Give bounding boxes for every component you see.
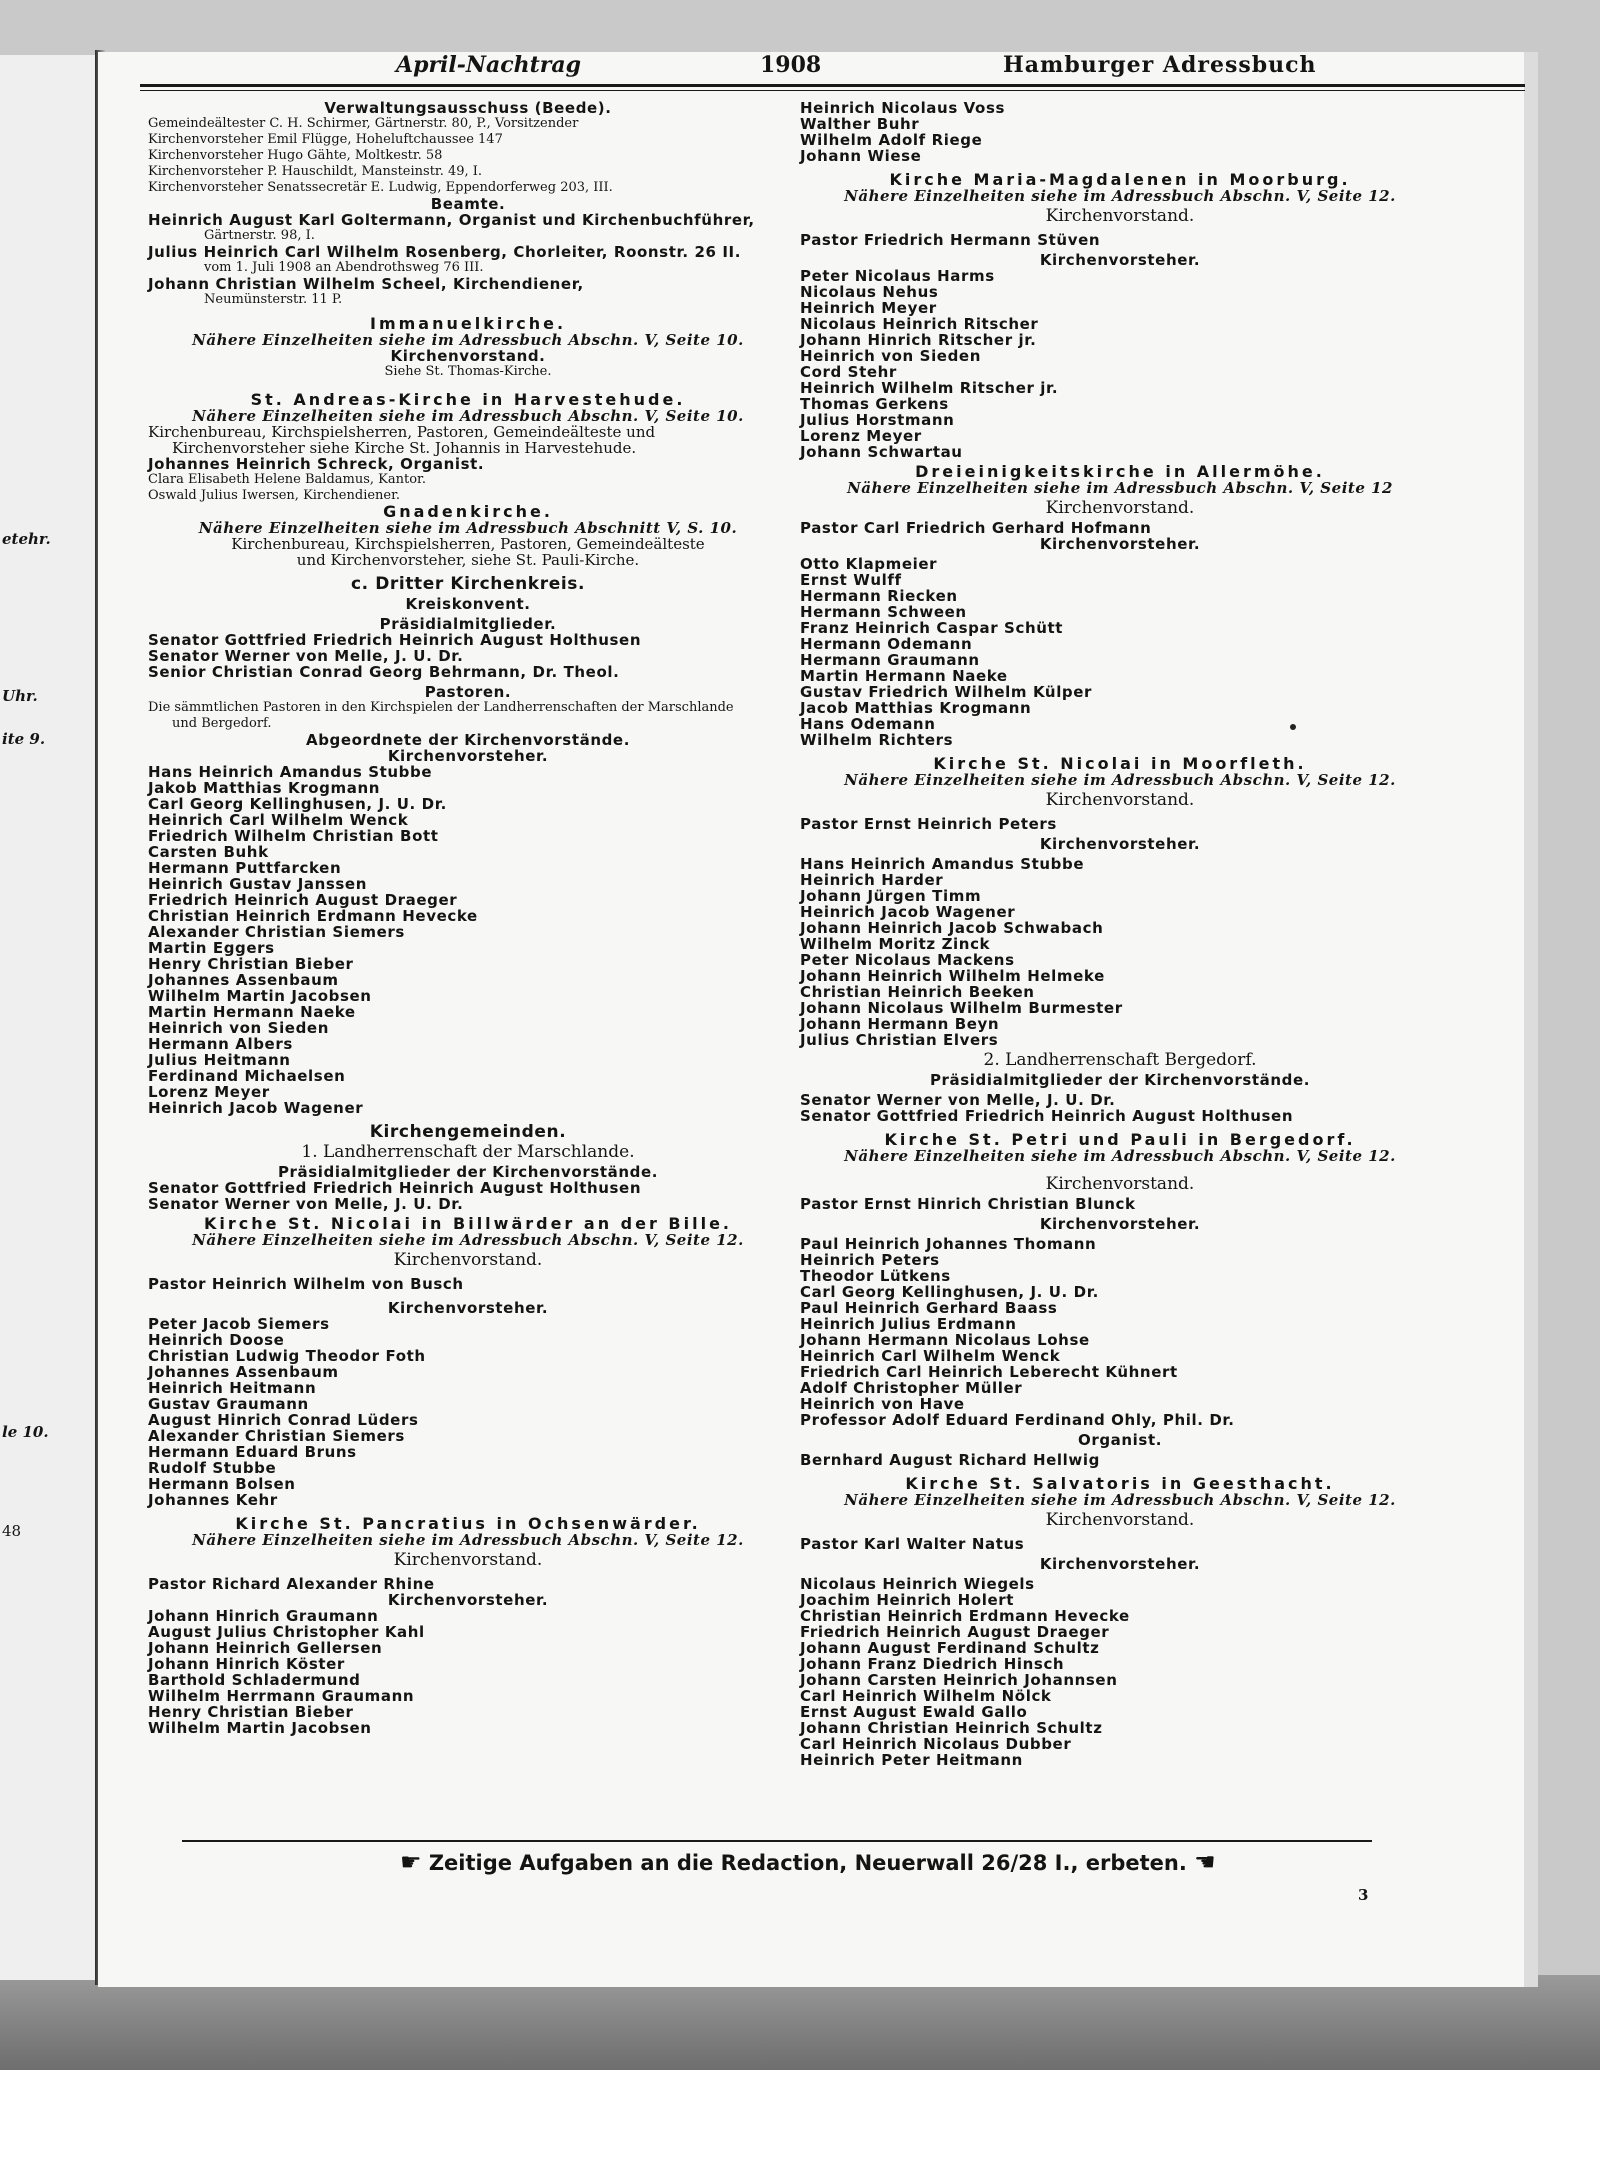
text-line: Kirchenvorsteher Senatssecretär E. Ludwig, Eppendorferweg 203, III. (148, 180, 613, 195)
text-line: Lorenz Meyer (800, 427, 922, 445)
text-line: Adolf Christopher Müller (800, 1379, 1023, 1397)
text-line: Hermann Bolsen (148, 1475, 296, 1493)
text-line: Martin Eggers (148, 939, 275, 957)
text-line: Gärtnerstr. 98, I. (204, 228, 315, 243)
text-line: Johann Hinrich Ritscher jr. (800, 331, 1037, 349)
header-year: 1908 (760, 52, 822, 78)
text-line: Nicolaus Heinrich Wiegels (800, 1575, 1035, 1593)
text-line: Kirchenvorsteher. (387, 1299, 549, 1317)
text-line: Gemeindeältester C. H. Schirmer, Gärtnerstr. 80, P., Vorsitzender (148, 116, 579, 131)
text-line: Senior Christian Conrad Georg Behrmann, Dr. Theol. (148, 663, 620, 681)
text-line: Alexander Christian Siemers (148, 1427, 405, 1445)
text-line: Johann Christian Heinrich Schultz (800, 1719, 1103, 1737)
text-line: Nicolaus Heinrich Ritscher (800, 315, 1039, 333)
text-line: Wilhelm Richters (800, 731, 954, 749)
text-line: Paul Heinrich Gerhard Baass (800, 1299, 1058, 1317)
text-line: Jakob Matthias Krogmann (148, 779, 380, 797)
footer-text: Zeitige Aufgaben an die Redaction, Neuerwall 26/28 I., erbeten. (428, 1851, 1187, 1875)
text-line: Kirchenvorsteher. (387, 747, 549, 765)
text-line: Ernst Wulff (800, 571, 902, 589)
running-header (268, 52, 1548, 80)
text-line: Heinrich von Have (800, 1395, 965, 1413)
edge-fragment: etehr. (2, 530, 51, 548)
text-line: Peter Nicolaus Harms (800, 267, 995, 285)
text-line: Carsten Buhk (148, 843, 269, 861)
text-line: Johannes Assenbaum (148, 1363, 339, 1381)
text-line: Senator Gottfried Friedrich Heinrich August Holthusen (148, 631, 642, 649)
text-line: Nähere Einzelheiten siehe im Adressbuch Abschn. V, Seite 10. (192, 407, 744, 425)
text-line: Peter Nicolaus Mackens (800, 951, 1015, 969)
text-line: Heinrich Julius Erdmann (800, 1315, 1017, 1333)
text-line: Kirchenvorsteher. (1039, 835, 1201, 853)
text-line: Kirchenvorsteher. (1039, 1215, 1201, 1233)
text-line: Joachim Heinrich Holert (800, 1591, 1014, 1609)
text-line: Kirchenvorsteher. (387, 1591, 549, 1609)
text-line: Verwaltungsausschuss (Beede). (324, 99, 612, 117)
text-line: Johann Franz Diedrich Hinsch (800, 1655, 1065, 1673)
text-line: Johann Heinrich Wilhelm Helmeke (800, 967, 1105, 985)
text-line: Hans Heinrich Amandus Stubbe (148, 763, 433, 781)
text-line: Nähere Einzelheiten siehe im Adressbuch Abschn. V, Seite 12. (844, 1491, 1396, 1509)
text-line: Hermann Odemann (800, 635, 973, 653)
text-line: Johannes Kehr (148, 1491, 278, 1509)
text-line: Hermann Riecken (800, 587, 958, 605)
text-line: Pastor Richard Alexander Rhine (148, 1575, 435, 1593)
text-line: und Kirchenvorsteher, siehe St. Pauli-Kirche. (296, 551, 640, 569)
edge-fragment: ite 9. (2, 730, 46, 748)
text-line: Siehe St. Thomas-Kirche. (384, 364, 552, 379)
text-line: Kirche St. Nicolai in Billwärder an der Bille. (203, 1214, 732, 1233)
text-line: Ernst August Ewald Gallo (800, 1703, 1028, 1721)
text-line: Senator Gottfried Friedrich Heinrich August Holthusen (148, 1179, 642, 1197)
text-line: Johannes Assenbaum (148, 971, 339, 989)
text-line: Johann Christian Wilhelm Scheel, Kirchendiener, (148, 275, 584, 293)
text-line: Senator Werner von Melle, J. U. Dr. (148, 647, 464, 665)
text-line: Kirche Maria-Magdalenen in Moorburg. (889, 170, 1351, 189)
text-line: Hermann Graumann (800, 651, 980, 669)
text-line: Martin Hermann Naeke (800, 667, 1008, 685)
text-line: Kirchenvorsteher Emil Flügge, Hoheluftchaussee 147 (148, 132, 503, 147)
text-line: Neumünsterstr. 11 P. (204, 292, 343, 307)
text-line: Kirchenvorstand. (1045, 498, 1195, 518)
text-line: Heinrich von Sieden (148, 1019, 329, 1037)
text-line: Kirche St. Petri und Pauli in Bergedorf. (884, 1130, 1356, 1149)
header-rule (140, 84, 1525, 87)
text-line: Kirchenbureau, Kirchspielsherren, Pastoren, Gemeindeälteste (231, 535, 705, 553)
pointing-hand-left-icon: ☚ (1194, 1848, 1216, 1876)
text-line: Johann Schwartau (800, 443, 963, 461)
text-line: Senator Gottfried Friedrich Heinrich August Holthusen (800, 1107, 1294, 1125)
text-line: August Hinrich Conrad Lüders (148, 1411, 419, 1429)
text-line: Wilhelm Moritz Zinck (800, 935, 991, 953)
text-line: Senator Werner von Melle, J. U. Dr. (800, 1091, 1116, 1109)
text-line: Johann August Ferdinand Schultz (800, 1639, 1100, 1657)
text-line: Heinrich Jacob Wagener (148, 1099, 364, 1117)
text-line: Heinrich Wilhelm Ritscher jr. (800, 379, 1059, 397)
text-line: Carl Georg Kellinghusen, J. U. Dr. (148, 795, 447, 813)
text-line: Johann Hermann Beyn (800, 1015, 1000, 1033)
text-line: Otto Klapmeier (800, 555, 938, 573)
text-line: Friedrich Heinrich August Draeger (800, 1623, 1110, 1641)
text-line: Christian Heinrich Erdmann Hevecke (148, 907, 478, 925)
text-line: Lorenz Meyer (148, 1083, 270, 1101)
text-line: Kirche St. Pancratius in Ochsenwärder. (235, 1514, 701, 1533)
pointing-hand-right-icon: ☛ (400, 1848, 422, 1876)
page-number: 3 (1358, 1886, 1369, 1904)
footer-rule (182, 1840, 1372, 1842)
text-line: Hermann Albers (148, 1035, 293, 1053)
text-line: Kirchenvorstand. (393, 1250, 543, 1270)
text-line: Gustav Graumann (148, 1395, 309, 1413)
text-line: Kirchenvorstand. (393, 1550, 543, 1570)
text-line: Heinrich Carl Wilhelm Wenck (148, 811, 409, 829)
text-line: Cord Stehr (800, 363, 897, 381)
scanner-bottom-shadow (0, 1975, 1600, 2070)
text-line: Kirchenvorsteher. (1039, 1555, 1201, 1573)
text-line: Friedrich Heinrich August Draeger (148, 891, 458, 909)
text-line: 2. Landherrenschaft Bergedorf. (983, 1050, 1257, 1070)
header-rule-thin (140, 90, 1525, 91)
text-line: Kirchengemeinden. (369, 1122, 567, 1142)
text-line: Heinrich Doose (148, 1331, 285, 1349)
text-line: Johann Hinrich Graumann (148, 1607, 379, 1625)
text-line: Gustav Friedrich Wilhelm Külper (800, 683, 1093, 701)
text-line: Heinrich Gustav Janssen (148, 875, 367, 893)
text-line: Ferdinand Michaelsen (148, 1067, 346, 1085)
text-line: Wilhelm Herrmann Graumann (148, 1687, 415, 1705)
text-line: Wilhelm Martin Jacobsen (148, 1719, 372, 1737)
text-line: Hans Heinrich Amandus Stubbe (800, 855, 1085, 873)
ink-speck (1290, 724, 1296, 730)
text-line: Die sämmtlichen Pastoren in den Kirchspielen der Landherrenschaften der Marschlande (148, 700, 734, 715)
text-line: Kreiskonvent. (405, 595, 531, 613)
text-line: Gnadenkirche. (383, 502, 553, 521)
text-line: Paul Heinrich Johannes Thomann (800, 1235, 1097, 1253)
text-line: Johann Hinrich Köster (148, 1655, 345, 1673)
text-line: Christian Ludwig Theodor Foth (148, 1347, 426, 1365)
text-line: Carl Heinrich Wilhelm Nölck (800, 1687, 1052, 1705)
text-line: Kirchenvorstand. (1045, 1510, 1195, 1530)
text-line: Nähere Einzelheiten siehe im Adressbuch Abschn. V, Seite 12 (847, 479, 1393, 497)
text-line: Heinrich Harder (800, 871, 944, 889)
text-line: Nähere Einzelheiten siehe im Adressbuch Abschn. V, Seite 12. (192, 1231, 744, 1249)
header-title: Hamburger Adressbuch (1003, 52, 1317, 78)
text-line: Hermann Schween (800, 603, 967, 621)
text-line: Nähere Einzelheiten siehe im Adressbuch Abschn. V, Seite 10. (192, 331, 744, 349)
text-line: Heinrich Meyer (800, 299, 937, 317)
text-line: Johann Carsten Heinrich Johannsen (800, 1671, 1118, 1689)
text-line: Jacob Matthias Krogmann (800, 699, 1032, 717)
text-line: vom 1. Juli 1908 an Abendrothsweg 76 III. (204, 260, 484, 275)
text-line: Kirche St. Salvatoris in Geesthacht. (905, 1474, 1335, 1493)
text-line: Kirchenvorstand. (1045, 206, 1195, 226)
text-line: Präsidialmitglieder. (379, 615, 557, 633)
text-line: Heinrich Peters (800, 1251, 940, 1269)
text-line: Heinrich Peter Heitmann (800, 1751, 1023, 1769)
text-line: Heinrich August Karl Goltermann, Organist und Kirchenbuchführer, (148, 211, 755, 229)
text-line: Hermann Puttfarcken (148, 859, 342, 877)
text-line: Johann Nicolaus Wilhelm Burmester (800, 999, 1123, 1017)
text-line: Bernhard August Richard Hellwig (800, 1451, 1100, 1469)
text-line: Henry Christian Bieber (148, 1703, 354, 1721)
text-line: Pastor Ernst Heinrich Peters (800, 815, 1057, 833)
text-line: 1. Landherrenschaft der Marschlande. (301, 1142, 635, 1162)
footer-notice (400, 1848, 1300, 1878)
text-line: Carl Heinrich Nicolaus Dubber (800, 1735, 1072, 1753)
text-line: Oswald Julius Iwersen, Kirchendiener. (148, 488, 401, 503)
edge-fragment: 48 (2, 1522, 22, 1540)
text-line: Beamte. (430, 195, 506, 213)
text-line: Heinrich von Sieden (800, 347, 981, 365)
text-line: August Julius Christopher Kahl (148, 1623, 425, 1641)
text-line: Martin Hermann Naeke (148, 1003, 356, 1021)
text-line: Kirchenvorsteher Hugo Gähte, Moltkestr. 58 (148, 148, 443, 163)
text-line: Pastor Carl Friedrich Gerhard Hofmann (800, 519, 1152, 537)
text-line: Pastoren. (424, 683, 512, 701)
text-line: Johannes Heinrich Schreck, Organist. (148, 455, 485, 473)
text-line: Professor Adolf Eduard Ferdinand Ohly, Phil. Dr. (800, 1411, 1235, 1429)
text-line: Christian Heinrich Erdmann Hevecke (800, 1607, 1130, 1625)
text-line: Immanuelkirche. (369, 314, 567, 333)
text-line: Johann Hermann Nicolaus Lohse (800, 1331, 1090, 1349)
text-line: Julius Heitmann (148, 1051, 291, 1069)
text-line: Kirchenvorstand. (390, 347, 546, 365)
text-line: c. Dritter Kirchenkreis. (350, 574, 586, 594)
text-line: und Bergedorf. (172, 716, 272, 731)
text-line: Clara Elisabeth Helene Baldamus, Kantor. (148, 472, 426, 487)
text-line: Wilhelm Martin Jacobsen (148, 987, 372, 1005)
text-line: St. Andreas-Kirche in Harvestehude. (250, 390, 686, 409)
left-column (148, 100, 788, 1736)
right-column (800, 100, 1440, 1768)
text-line: Pastor Friedrich Hermann Stüven (800, 231, 1101, 249)
text-line: Nicolaus Nehus (800, 283, 939, 301)
text-line: Walther Buhr (800, 115, 920, 133)
text-line: Julius Christian Elvers (800, 1031, 999, 1049)
text-line: Carl Georg Kellinghusen, J. U. Dr. (800, 1283, 1099, 1301)
text-line: Thomas Gerkens (800, 395, 949, 413)
text-line: Johann Heinrich Gellersen (148, 1639, 383, 1657)
text-line: Pastor Karl Walter Natus (800, 1535, 1025, 1553)
text-line: Friedrich Wilhelm Christian Bott (148, 827, 439, 845)
text-line: Julius Heinrich Carl Wilhelm Rosenberg, Chorleiter, Roonstr. 26 II. (148, 243, 741, 261)
text-line: Nähere Einzelheiten siehe im Adressbuch Abschnitt V, S. 10. (198, 519, 738, 537)
text-line: Präsidialmitglieder der Kirchenvorstände. (929, 1071, 1311, 1089)
text-line: Nähere Einzelheiten siehe im Adressbuch Abschn. V, Seite 12. (844, 1147, 1396, 1165)
edge-fragment: Uhr. (2, 687, 38, 705)
text-line: Hans Odemann (800, 715, 936, 733)
text-line: Präsidialmitglieder der Kirchenvorstände. (277, 1163, 659, 1181)
text-line: Peter Jacob Siemers (148, 1315, 330, 1333)
text-line: Barthold Schladermund (148, 1671, 361, 1689)
text-line: Alexander Christian Siemers (148, 923, 405, 941)
text-line: Dreieinigkeitskirche in Allermöhe. (915, 462, 1325, 481)
text-line: Christian Heinrich Beeken (800, 983, 1035, 1001)
text-line: Kirchenvorsteher. (1039, 251, 1201, 269)
text-line: Heinrich Carl Wilhelm Wenck (800, 1347, 1061, 1365)
text-line: Theodor Lütkens (800, 1267, 951, 1285)
text-line: Henry Christian Bieber (148, 955, 354, 973)
text-line: Kirchenvorsteher siehe Kirche St. Johannis in Harvestehude. (172, 439, 637, 457)
text-line: Johann Jürgen Timm (800, 887, 982, 905)
text-line: Kirchenvorstand. (1045, 790, 1195, 810)
text-line: Johann Heinrich Jacob Schwabach (800, 919, 1104, 937)
text-line: Kirchenvorsteher P. Hauschildt, Mansteinstr. 49, I. (148, 164, 483, 179)
text-line: Friedrich Carl Heinrich Leberecht Kühnert (800, 1363, 1178, 1381)
previous-page-edge (0, 55, 99, 1980)
text-line: Franz Heinrich Caspar Schütt (800, 619, 1064, 637)
text-line: Hermann Eduard Bruns (148, 1443, 357, 1461)
text-line: Julius Horstmann (800, 411, 955, 429)
text-line: Kirchenvorstand. (1045, 1174, 1195, 1194)
text-line: Rudolf Stubbe (148, 1459, 277, 1477)
text-line: Nähere Einzelheiten siehe im Adressbuch Abschn. V, Seite 12. (844, 771, 1396, 789)
text-line: Kirchenvorsteher. (1039, 535, 1201, 553)
text-line: Heinrich Jacob Wagener (800, 903, 1016, 921)
text-line: Pastor Heinrich Wilhelm von Busch (148, 1275, 464, 1293)
text-line: Kirchenbureau, Kirchspielsherren, Pastoren, Gemeindeälteste und (148, 423, 656, 441)
text-line: Senator Werner von Melle, J. U. Dr. (148, 1195, 464, 1213)
text-line: Nähere Einzelheiten siehe im Adressbuch Abschn. V, Seite 12. (192, 1531, 744, 1549)
text-line: Organist. (1077, 1431, 1163, 1449)
edge-fragment: le 10. (2, 1423, 49, 1441)
text-line: Nähere Einzelheiten siehe im Adressbuch Abschn. V, Seite 12. (844, 187, 1396, 205)
text-line: Wilhelm Adolf Riege (800, 131, 983, 149)
text-line: Kirche St. Nicolai in Moorfleth. (933, 754, 1307, 773)
text-line: Heinrich Nicolaus Voss (800, 99, 1006, 117)
header-section: April-Nachtrag (396, 52, 582, 78)
text-line: Abgeordnete der Kirchenvorstände. (305, 731, 631, 749)
text-line: Johann Wiese (800, 147, 922, 165)
text-line: Heinrich Heitmann (148, 1379, 317, 1397)
text-line: Pastor Ernst Hinrich Christian Blunck (800, 1195, 1136, 1213)
